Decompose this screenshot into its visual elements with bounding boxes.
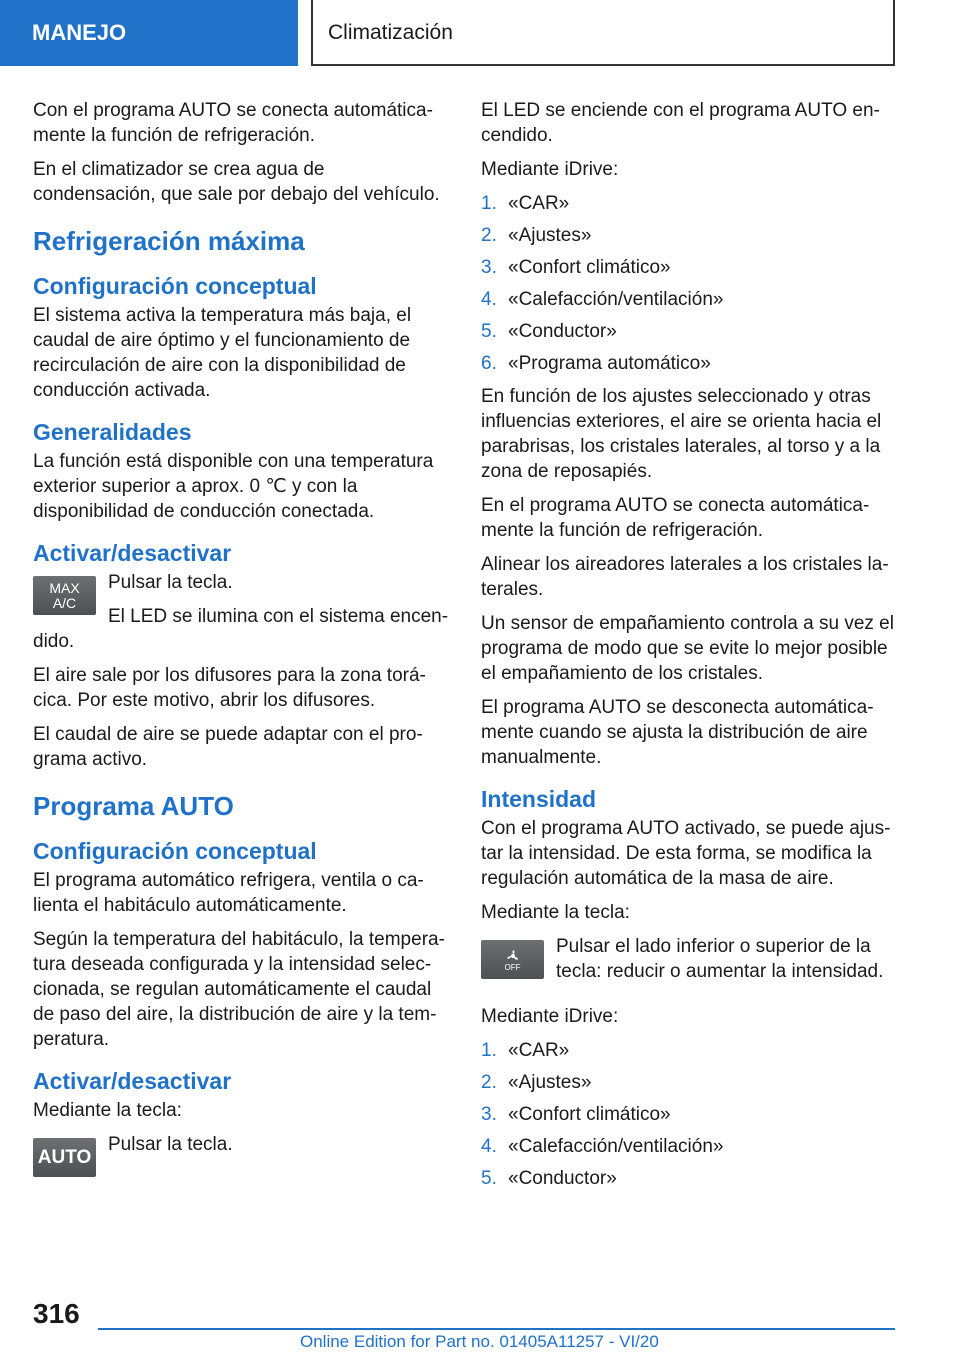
list-item-number: 1. (481, 1040, 497, 1061)
edition-note: Online Edition for Part no. 01405A11257 - VI/20 (300, 1332, 659, 1351)
paragraph: El sistema activa la temperatura más baja, el caudal de aire óptimo y el funcionamiento de recirculación de aire con la disponibilidad de conducción activada. (33, 305, 412, 401)
idrive-steps-list (481, 1038, 897, 1191)
fan-intensity-button-icon (481, 940, 544, 979)
footer-divider (98, 1328, 895, 1330)
list-item-number: 1. (481, 193, 497, 214)
subheading-generalidades: Generalidades (33, 419, 192, 445)
section-tab[interactable]: MANEJO (0, 0, 298, 66)
paragraph: Mediante iDrive: (481, 159, 619, 180)
max-ac-label-line2: A/C (52, 594, 77, 611)
paragraph: Pulsar la tecla. (108, 572, 233, 593)
subheading-activar: Activar/desactivar (33, 1068, 232, 1094)
list-item-number: 3. (481, 1104, 497, 1125)
auto-instruction (33, 1132, 449, 1196)
list-item-text: «CAR» (508, 1040, 570, 1061)
list-item (481, 255, 897, 280)
list-item-text: «Ajustes» (508, 225, 592, 246)
paragraph: Pulsar el lado inferior o superior de la tecla: reducir o aumentar la intensidad. (556, 936, 884, 982)
list-item-text: «Programa automático» (508, 353, 711, 374)
list-item-text: «Confort climático» (508, 1104, 671, 1125)
list-item-number: 4. (481, 1136, 497, 1157)
heading-refrigeracion-maxima: Refrigeración máxima (33, 226, 305, 256)
list-item-text: «Conductor» (508, 321, 617, 342)
page-footer (0, 1290, 960, 1362)
paragraph: Un sensor de empañamiento controla a su vez el programa de modo que se evite lo mejor posible el empañamiento de los cristales. (481, 613, 894, 684)
paragraph: Con el programa AUTO se conecta automáticamente la función de refrigeración. (33, 100, 433, 146)
maxac-instruction (33, 570, 449, 654)
paragraph: Con el programa AUTO activado, se puede ajustar la intensidad. De esta forma, se modifica la regulación automática de la masa de aire. (481, 818, 891, 889)
paragraph: En función de los ajustes seleccionado y otras influencias exteriores, el aire se orienta hacia el parabrisas, los cristales laterales, al torso y a la zona de reposapiés. (481, 386, 882, 482)
list-item-text: «Ajustes» (508, 1072, 592, 1093)
max-ac-label-line1: MAX (49, 579, 80, 596)
subheading-activar: Activar/desactivar (33, 540, 232, 566)
list-item-text: «CAR» (508, 193, 570, 214)
subheading-configuracion: Configuración conceptual (33, 273, 317, 299)
paragraph: En el programa AUTO se conecta automáticamente la función de refrigeración. (481, 495, 870, 541)
fan-off-label: OFF (504, 962, 521, 972)
page-number: 316 (33, 1298, 80, 1329)
chapter-title: Climatización (311, 0, 895, 66)
list-item-number: 2. (481, 225, 497, 246)
fan-icon (503, 948, 523, 964)
subheading-configuracion: Configuración conceptual (33, 838, 317, 864)
heading-programa-auto: Programa AUTO (33, 791, 234, 821)
paragraph: El programa AUTO se desconecta automáticamente cuando se ajusta la distribución de aire manualmente. (481, 697, 874, 768)
list-item (481, 1070, 897, 1095)
idrive-steps-list (481, 191, 897, 376)
paragraph: Mediante la tecla: (33, 1100, 182, 1121)
right-column (481, 98, 897, 1199)
list-item (481, 1038, 897, 1063)
list-item (481, 319, 897, 344)
page-header (0, 0, 960, 66)
paragraph: En el climatizador se crea agua de condensación, que sale por debajo del vehículo. (33, 159, 440, 205)
paragraph: El caudal de aire se puede adaptar con el programa activo. (33, 724, 423, 770)
subheading-intensidad: Intensidad (481, 786, 597, 812)
paragraph: Mediante la tecla: (481, 902, 630, 923)
paragraph: Mediante iDrive: (481, 1006, 619, 1027)
paragraph: El programa automático refrigera, ventila o calienta el habitáculo automáticamente. (33, 870, 424, 916)
list-item-text: «Confort climático» (508, 257, 671, 278)
max-ac-button-icon (33, 576, 96, 615)
list-item (481, 1134, 897, 1159)
list-item (481, 191, 897, 216)
paragraph: El aire sale por los difusores para la zona torácica. Por este motivo, abrir los difusores. (33, 665, 426, 711)
paragraph: Alinear los aireadores laterales a los cristales laterales. (481, 554, 889, 600)
list-item-number: 2. (481, 1072, 497, 1093)
fan-instruction (481, 934, 897, 998)
list-item (481, 351, 897, 376)
paragraph: La función está disponible con una temperatura exterior superior a aprox. 0 ℃ y con la disponibilidad de conducción conectada. (33, 451, 434, 522)
list-item-number: 4. (481, 289, 497, 310)
auto-label: AUTO (37, 1146, 92, 1168)
paragraph: Según la temperatura del habitáculo, la temperatura deseada configurada y la intensidad seleccionada, se regulan automáticamente el caudal de paso del aire, la distribución de aire y la temperatura. (33, 929, 445, 1050)
list-item (481, 1102, 897, 1127)
list-item-number: 3. (481, 257, 497, 278)
left-column (33, 98, 449, 1202)
list-item-number: 5. (481, 1168, 497, 1189)
paragraph: El LED se enciende con el programa AUTO encendido. (481, 100, 880, 146)
list-item (481, 1166, 897, 1191)
list-item (481, 287, 897, 312)
list-item-number: 6. (481, 353, 497, 374)
paragraph: Pulsar la tecla. (108, 1134, 233, 1155)
list-item (481, 223, 897, 248)
auto-button-icon (33, 1138, 96, 1177)
list-item-number: 5. (481, 321, 497, 342)
list-item-text: «Conductor» (508, 1168, 617, 1189)
paragraph: El LED se ilumina con el sistema encendido. (33, 606, 449, 652)
list-item-text: «Calefacción/ventilación» (508, 289, 724, 310)
list-item-text: «Calefacción/ventilación» (508, 1136, 724, 1157)
